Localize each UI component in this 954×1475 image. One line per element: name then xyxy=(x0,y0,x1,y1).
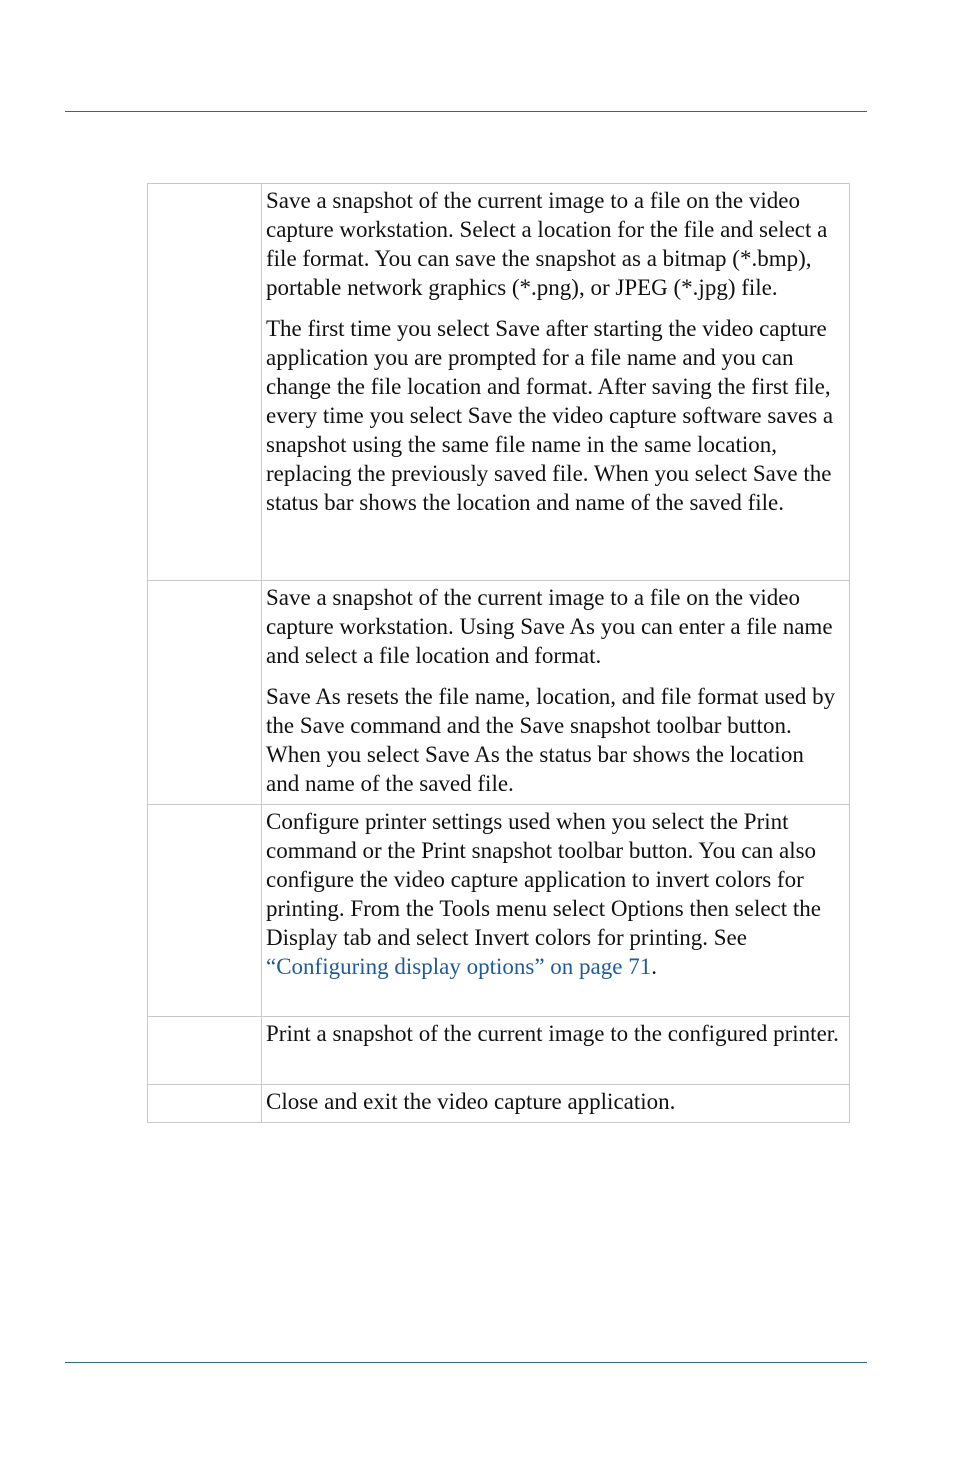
footer-rule xyxy=(65,1362,867,1363)
description-paragraph: Save a snapshot of the current image to a file on the video capture workstation. Using Save As you can enter a file name and select a file location and format. xyxy=(266,585,833,668)
table-row xyxy=(148,184,850,581)
table-row xyxy=(148,1017,850,1085)
command-table xyxy=(147,183,850,1123)
header-rule xyxy=(65,111,867,112)
configuring-display-options-link[interactable]: “Configuring display options” on page 71 xyxy=(266,954,652,979)
command-name-cell xyxy=(148,1085,262,1123)
command-name-cell xyxy=(148,184,262,581)
table-row xyxy=(148,805,850,1017)
description-text-end: . xyxy=(651,954,657,979)
description-paragraph: Save As resets the file name, location, and file format used by the Save command and the Save snapshot toolbar button. When you select Save As the status bar shows the location and name of the saved file. xyxy=(266,684,836,796)
description-cell xyxy=(262,1085,850,1123)
description-cell xyxy=(262,805,850,1017)
table-row xyxy=(148,581,850,805)
table-row xyxy=(148,1085,850,1123)
description-text: Configure printer settings used when you select the Print command or the Print snapshot toolbar button. You can also configure the video capture application to invert colors for printing. From the Tools menu select Options then select the Display tab and select Invert colors for printing. See xyxy=(266,809,821,950)
description-cell xyxy=(262,1017,850,1085)
description-paragraph: Save a snapshot of the current image to a file on the video capture workstation. Select a location for the file and select a file format. You can save the snapshot as a bitmap (*.bmp), portable network graphics (*.png), or JPEG (*.jpg) file. xyxy=(266,188,828,300)
command-name-cell xyxy=(148,581,262,805)
description-cell xyxy=(262,581,850,805)
command-name-cell xyxy=(148,1017,262,1085)
description-paragraph: The first time you select Save after starting the video capture application you are prompted for a file name and you can change the file location and format. After saving the first file, every time you select Save the video capture software saves a snapshot using the same file name in the same location, replacing the previously saved file. When you select Save the status bar shows the location and name of the saved file. xyxy=(266,316,834,515)
description-paragraph: Print a snapshot of the current image to the configured printer. xyxy=(266,1021,839,1046)
description-cell xyxy=(262,184,850,581)
command-name-cell xyxy=(148,805,262,1017)
description-paragraph xyxy=(266,807,841,981)
description-paragraph: Close and exit the video capture application. xyxy=(266,1089,676,1114)
